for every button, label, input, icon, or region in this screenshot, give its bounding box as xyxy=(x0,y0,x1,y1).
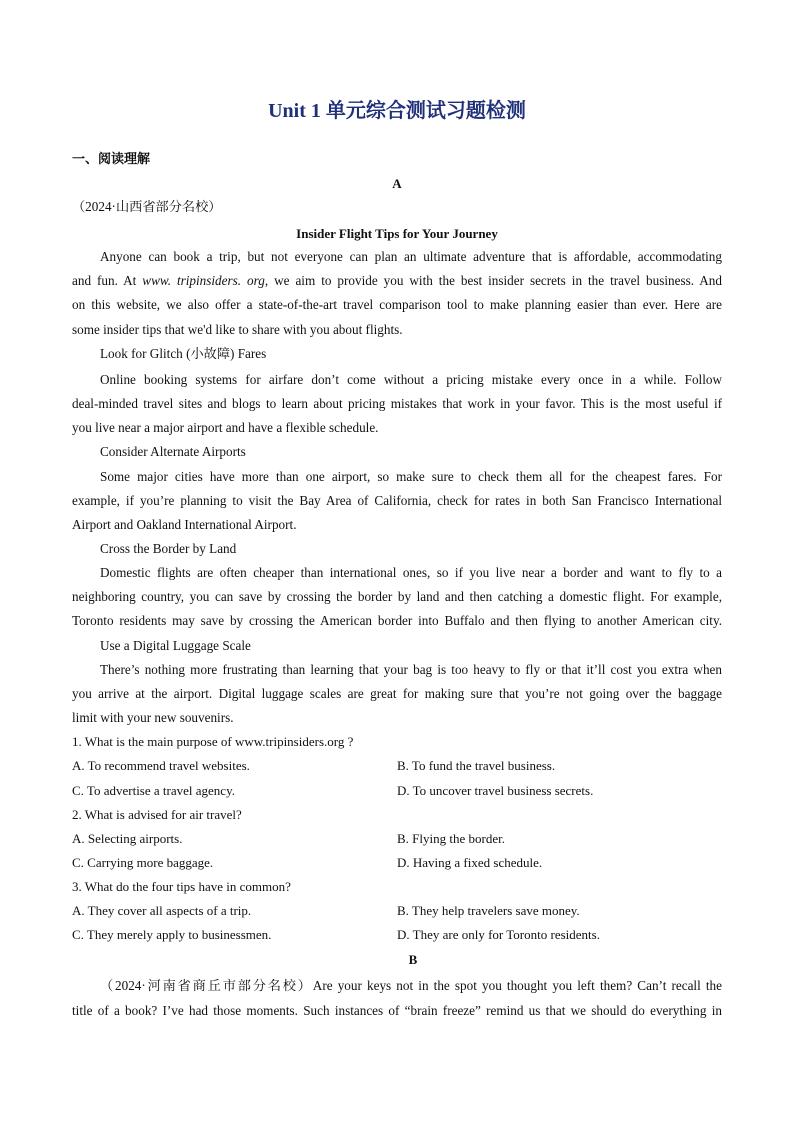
question-stem: 3. What do the four tips have in common? xyxy=(72,879,291,894)
paragraph-line: on this website, we also offer a state-of-the-art travel comparison tool to make planning easier than ever. Here are xyxy=(72,297,722,312)
option-c: C. Carrying more baggage. xyxy=(72,855,214,870)
website-url: www. tripinsiders. org xyxy=(142,273,265,288)
option-a: A. They cover all aspects of a trip. xyxy=(72,903,252,918)
option-b: B. To fund the travel business. xyxy=(397,758,556,773)
page-title: Unit 1 单元综合测试习题检测 xyxy=(268,100,526,122)
option-d: D. To uncover travel business secrets. xyxy=(397,783,594,798)
paragraph-line: title of a book? I’ve had those moments. Such instances of “brain freeze” remind us that we should do everything in xyxy=(72,1003,722,1018)
paragraph-line: Toronto residents may save by crossing the American border into Buffalo and then flying to another American city. xyxy=(72,613,722,628)
option-b: B. Flying the border. xyxy=(397,831,505,846)
paragraph-line: some insider tips that we'd like to share with you about flights. xyxy=(72,322,403,337)
paragraph-line: example, if you’re planning to visit the Bay Area of California, check for rates in both San Francisco International xyxy=(72,493,722,508)
paragraph-line: Some major cities have more than one airport, so make sure to check them all for the cheapest fares. For xyxy=(100,469,722,484)
tip-title: Cross the Border by Land xyxy=(100,541,237,556)
passage-a-label: A xyxy=(392,176,402,191)
paragraph-line: Domestic flights are often cheaper than international ones, so if you live near a border and want to fly to a xyxy=(100,565,722,580)
option-a: A. To recommend travel websites. xyxy=(72,758,250,773)
section-heading: 一、阅读理解 xyxy=(72,151,151,166)
paragraph-line: deal-minded travel sites and blogs to learn about pricing mistakes that work in your favor. This is the most useful if xyxy=(72,396,722,411)
paragraph-line: neighboring country, you can save by crossing the border by land and then catching a domestic flight. For example, xyxy=(72,589,722,604)
passage-a-source: （2024·山西省部分名校） xyxy=(72,199,222,214)
passage-a-heading: Insider Flight Tips for Your Journey xyxy=(296,226,498,241)
paragraph-line: Anyone can book a trip, but not everyone can plan an ultimate adventure that is affordable, accommodating xyxy=(100,249,722,264)
question-stem: 1. What is the main purpose of www.tripinsiders.org ? xyxy=(72,734,354,749)
tip-title: Look for Glitch (小故障) Fares xyxy=(100,346,267,361)
option-d: D. They are only for Toronto residents. xyxy=(397,927,600,942)
paragraph-line: limit with your new souvenirs. xyxy=(72,710,234,725)
paragraph-line: you arrive at the airport. Digital luggage scales are great for making sure that you’re not going over the baggage xyxy=(72,686,722,701)
option-c: C. To advertise a travel agency. xyxy=(72,783,235,798)
tip-title: Consider Alternate Airports xyxy=(100,444,246,459)
option-d: D. Having a fixed schedule. xyxy=(397,855,543,870)
paragraph-line: Online booking systems for airfare don’t come without a pricing mistake every once in a while. Follow xyxy=(100,372,722,387)
tip-title: Use a Digital Luggage Scale xyxy=(100,638,251,653)
paragraph-line: and fun. At www. tripinsiders. org, we aim to provide you with the best insider secrets in the travel business. And xyxy=(72,273,722,288)
option-c: C. They merely apply to businessmen. xyxy=(72,927,272,942)
option-b: B. They help travelers save money. xyxy=(397,903,580,918)
option-a: A. Selecting airports. xyxy=(72,831,183,846)
paragraph-line: There’s nothing more frustrating than learning that your bag is too heavy to fly or that it’ll cost you extra when xyxy=(100,662,722,677)
paragraph-line: you live near a major airport and have a flexible schedule. xyxy=(72,420,379,435)
question-stem: 2. What is advised for air travel? xyxy=(72,807,242,822)
paragraph-line: Airport and Oakland International Airport. xyxy=(72,517,297,532)
passage-b-label: B xyxy=(408,952,418,967)
paragraph-line: （2024·河南省商丘市部分名校）Are your keys not in the spot you thought you left them? Can’t recall the xyxy=(100,978,722,993)
